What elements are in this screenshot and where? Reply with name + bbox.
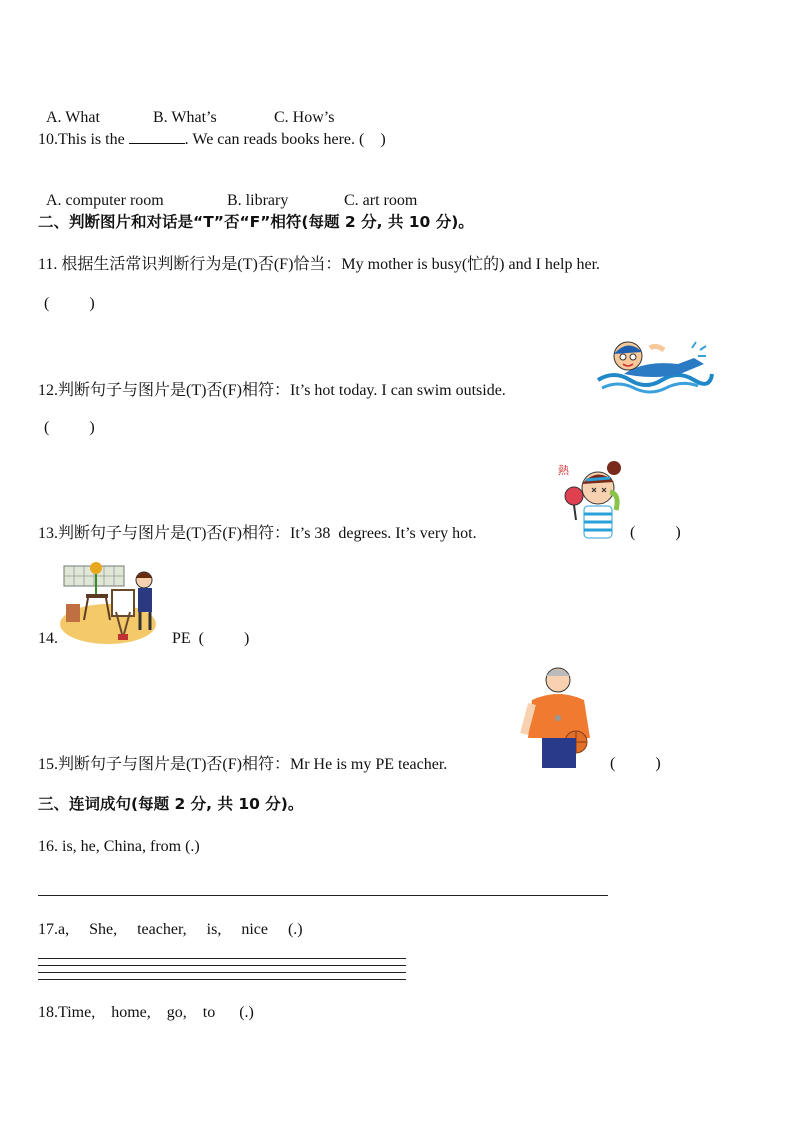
answer-parentheses[interactable]: ( ) (44, 419, 95, 436)
q10-option-b: B. library (227, 192, 289, 209)
answer-blank[interactable] (129, 129, 185, 144)
question-17: 17.a, She, teacher, is, nice (.) (38, 921, 303, 938)
swimmer-image (594, 334, 714, 394)
q9-options (38, 88, 334, 128)
answer-line[interactable] (38, 972, 406, 973)
q14-text: PE ( ) (172, 630, 250, 647)
question-18: 18.Time, home, go, to (.) (38, 1004, 254, 1021)
section-2-heading: 二、判断图片和对话是“T”否“F”相符(每题 2 分, 共 10 分)。 (38, 213, 474, 231)
answer-line[interactable] (38, 965, 406, 966)
q10-suffix: . We can reads books here. ( ) (184, 131, 386, 148)
q14-number: 14. (38, 630, 58, 647)
q10-option-a: A. computer room (46, 192, 164, 209)
answer-line[interactable] (38, 958, 406, 959)
section-3-heading: 三、连词成句(每题 2 分, 共 10 分)。 (38, 795, 304, 813)
answer-parentheses[interactable]: ( ) (630, 524, 681, 541)
question-16: 16. is, he, China, from (.) (38, 838, 200, 855)
question-13: 13.判断句子与图片是(T)否(F)相符：It’s 38 degrees. It’s very hot. (38, 525, 477, 542)
q10-option-c: C. art room (344, 192, 418, 209)
answer-parentheses[interactable]: ( ) (610, 755, 661, 772)
question-14 (38, 629, 249, 649)
pe-teacher-image (520, 664, 600, 772)
question-12: 12.判断句子与图片是(T)否(F)相符：It’s hot today. I can swim outside. (38, 382, 506, 399)
answer-line[interactable] (38, 979, 406, 980)
q10-options (38, 171, 417, 211)
hot-girl-image (554, 458, 626, 542)
question-11: 11. 根据生活常识判断行为是(T)否(F)恰当：My mother is busy(忙的) and I help her. (38, 256, 601, 273)
answer-line[interactable] (38, 895, 608, 896)
question-10 (38, 129, 386, 150)
q10-prefix: 10.This is the (38, 131, 129, 148)
q9-option-b: B. What’s (153, 109, 217, 126)
q9-option-c: C. How’s (274, 109, 335, 126)
q9-option-a: A. What (46, 109, 100, 126)
question-15: 15.判断句子与图片是(T)否(F)相符：Mr He is my PE teacher. (38, 756, 448, 773)
answer-parentheses[interactable]: ( ) (44, 295, 95, 312)
fan-label: 熱 (558, 464, 569, 477)
